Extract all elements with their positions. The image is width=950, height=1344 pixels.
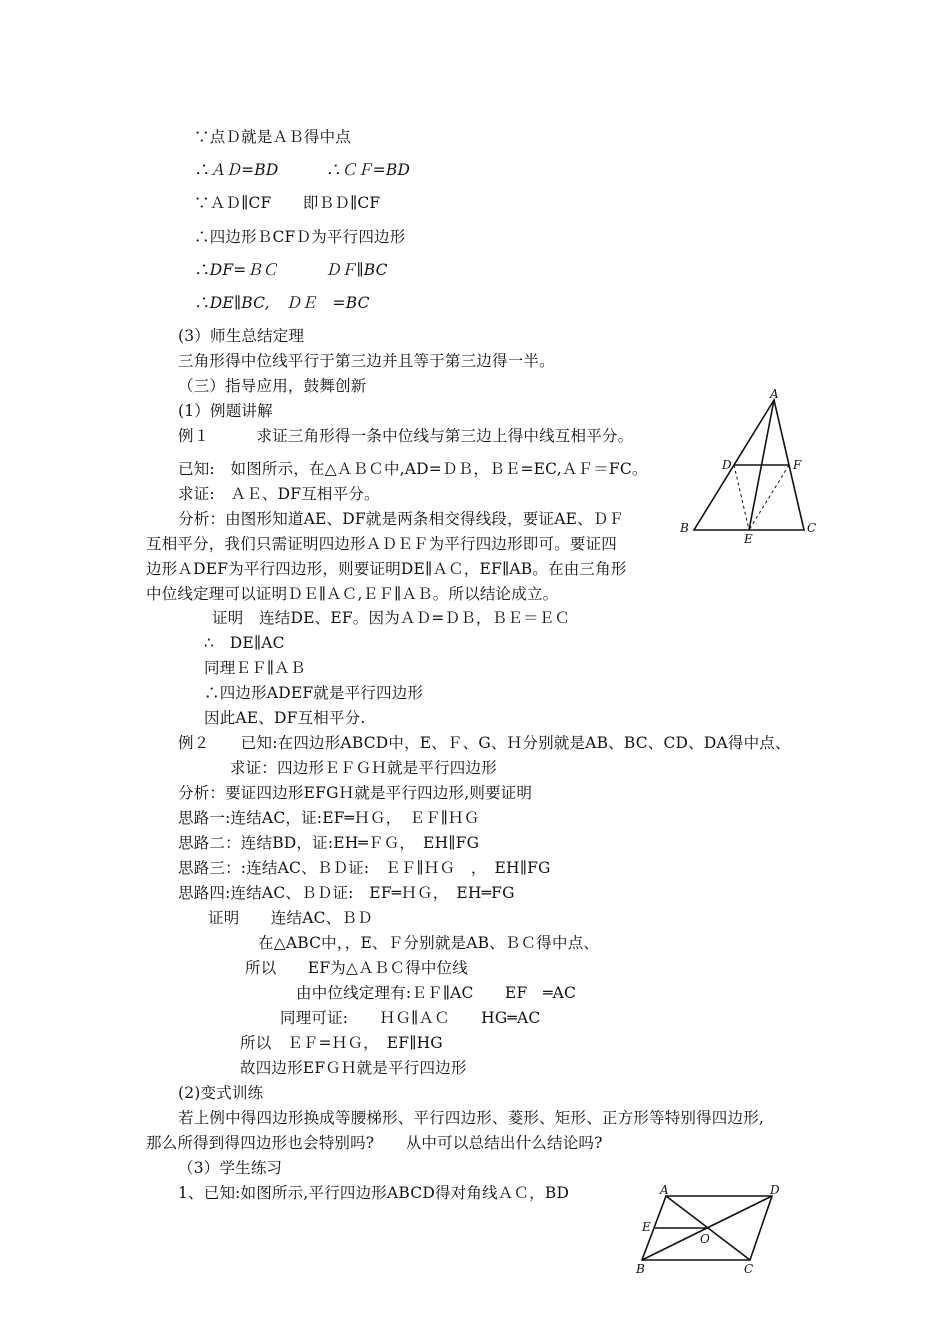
example1-given: 已知: 如图所示，在△ＡＢＣ中,AD=ＤＢ，ＢＥ=EC,ＡＦ＝FC。: [178, 460, 648, 478]
label-b2: B: [636, 1262, 645, 1276]
proof-line-4: ∴四边形ＢCFＤ为平行四边形: [194, 228, 406, 246]
example1-proof-5: 因此AE、DF互相平分.: [204, 709, 366, 727]
example1-proof-3: 同理ＥＦ∥ＡＢ: [204, 659, 306, 677]
example2-proof-1: 证明 连结AC、ＢＤ: [208, 909, 373, 927]
proof-line-3: ∵ＡＤ∥CF 即ＢＤ∥CF: [194, 194, 381, 212]
triangle-figure: [678, 387, 818, 550]
proof-line-6: ∴DE∥BC, ＤＥ =BC: [194, 294, 370, 312]
example1-proof-1: 证明 连结DE、EF。因为ＡＤ=ＤＢ，ＢＥ＝ＥＣ: [212, 609, 571, 627]
label-c: C: [807, 521, 817, 535]
variation-text-2: 那么所得到得四边形也会特别吗? 从中可以总结出什么结论吗?: [146, 1134, 603, 1152]
example2-analysis: 分析：要证四边形EFGＨ就是平行四边形,则要证明: [178, 784, 533, 802]
example1-prove: 求证: ＡＥ、DF互相平分。: [178, 485, 380, 503]
example1-analysis-2: 互相平分，我们只需证明四边形ＡＤＥＦ为平行四边形即可。要证四: [146, 535, 618, 553]
section-heading: （三）指导应用，鼓舞创新: [178, 377, 367, 395]
example1-proof-4: ∴四边形ADEF就是平行四边形: [204, 684, 424, 702]
example1-analysis-1: 分析：由图形知道AE、DF就是两条相交得线段，要证AE、ＤＦ: [178, 510, 625, 528]
example2-proof-2: 在△ABC中，，E、Ｆ分别就是AB、ＢＣ得中点、: [258, 934, 600, 952]
example1-proof-2: ∴ DE∥AC: [204, 634, 285, 652]
example2-proof-3: 所以 EF为△ＡＢＣ得中位线: [245, 959, 468, 977]
label-d: D: [722, 458, 732, 472]
label-f: F: [793, 458, 802, 472]
example2-title: 例２ 已知:在四边形ABCD中，E、Ｆ、G、Ｈ分别就是AB、BC、CD、DA得中点、: [178, 734, 791, 752]
label-e: E: [744, 532, 753, 546]
practice-heading: （3）学生练习: [178, 1159, 283, 1177]
proof-line-1: ∵点Ｄ就是ＡＢ得中点: [194, 128, 352, 146]
example2-proof-4: 由中位线定理有:ＥＦ∥AC EF ═AC: [296, 984, 577, 1002]
example1-analysis-3: 边形ＡDEF为平行四边形，则要证明DE∥ＡＣ，EF∥AB。在由三角形: [146, 560, 627, 578]
variation-heading: (2)变式训练: [178, 1084, 264, 1102]
example2-idea-1: 思路一:连结AC，证:EF═ＨＧ， ＥＦ∥ＨＧ: [178, 809, 480, 827]
label-d2: D: [770, 1183, 780, 1197]
example-heading: (1）例题讲解: [178, 402, 273, 420]
dashed-de: [734, 465, 749, 530]
label-b: B: [680, 521, 689, 535]
example2-prove: 求证：四边形ＥＦＧＨ就是平行四边形: [230, 759, 497, 777]
example2-idea-3: 思路三：:连结AC、ＢＤ证: ＥＦ∥ＨＧ ， EH∥FG: [178, 859, 551, 877]
example2-idea-4: 思路四:连结AC、ＢＤ证: EF═ＨＧ， EH═FG: [178, 884, 515, 902]
summary-heading: (3）师生总结定理: [178, 327, 305, 345]
example2-proof-5: 同理可证: ＨＧ∥ＡＣ HG═AC: [280, 1009, 541, 1027]
parallelogram-figure: [632, 1182, 792, 1282]
label-a: A: [770, 387, 779, 401]
practice-1: 1、已知:如图所示,平行四边形ABCD得对角线ＡＣ，BD: [178, 1184, 570, 1202]
label-c2: C: [744, 1262, 754, 1276]
proof-line-2: ∴ＡＤ=BD ∴ＣＦ=BD: [194, 161, 411, 179]
label-o2: O: [700, 1232, 710, 1246]
example2-idea-2: 思路二：连结BD，证:EH═ＦＧ， EH∥FG: [178, 834, 480, 852]
theorem-text: 三角形得中位线平行于第三边并且等于第三边得一半。: [178, 352, 555, 370]
label-a2: A: [660, 1183, 669, 1197]
example1-analysis-4: 中位线定理可以证明ＤＥ∥ＡＣ,ＥＦ∥ＡＢ。所以结论成立。: [146, 585, 559, 603]
example2-proof-7: 故四边形EFＧＨ就是平行四边形: [240, 1059, 467, 1077]
example2-proof-6: 所以 ＥＦ=ＨＧ， EF∥HG: [240, 1034, 443, 1052]
variation-text-1: 若上例中得四边形换成等腰梯形、平行四边形、菱形、矩形、正方形等特别得四边形,: [178, 1109, 765, 1127]
example1-title: 例１ 求证三角形得一条中位线与第三边上得中线互相平分。: [178, 427, 634, 445]
label-e2: E: [642, 1220, 651, 1234]
proof-line-5: ∴DF=ＢＣ ＤＦ∥BC: [194, 261, 388, 279]
